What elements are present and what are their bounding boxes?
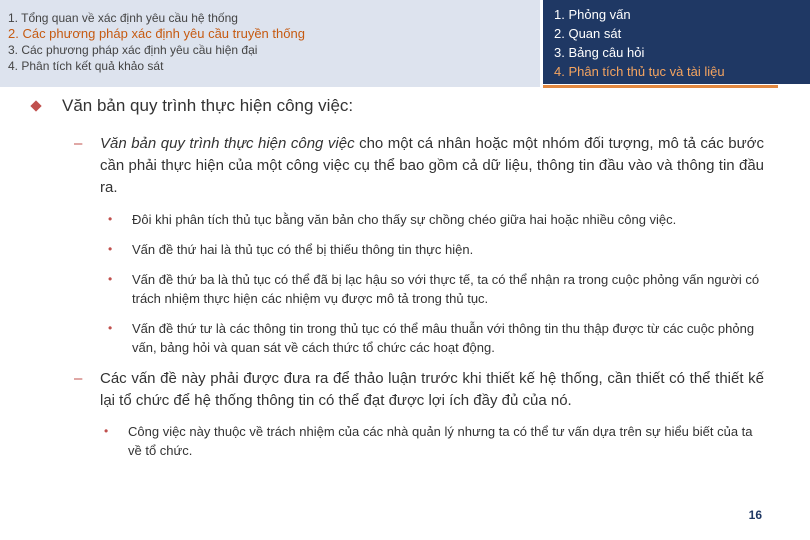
method-item-1[interactable]: 1. Phỏng vấn <box>554 7 631 22</box>
header-methods-panel <box>543 0 810 84</box>
diamond-bullet-icon <box>30 100 41 111</box>
dot-bullet: • <box>108 321 113 335</box>
dot-bullet: • <box>108 212 113 226</box>
sub-item-text: Vấn đề thứ hai là thủ tục có thể bị thiếu thông tin thực hiện. <box>132 242 474 257</box>
list-item-1-text <box>100 133 764 199</box>
sub-item <box>104 422 764 460</box>
toc-item-1[interactable]: 1. Tổng quan về xác định yêu cầu hệ thống <box>8 11 238 25</box>
method-item-3[interactable]: 3. Bảng câu hỏi <box>554 45 645 60</box>
sub-item <box>108 270 763 308</box>
main-heading: Văn bản quy trình thực hiện công việc: <box>62 96 354 115</box>
main-heading-row <box>30 96 353 116</box>
toc-item-2-active[interactable]: 2. Các phương pháp xác định yêu cầu truyền thống <box>8 26 305 41</box>
sub-item <box>108 240 763 259</box>
header-toc-panel <box>0 0 540 87</box>
method-item-2[interactable]: 2. Quan sát <box>554 26 622 41</box>
dot-bullet: • <box>104 424 109 438</box>
sub-item-text: Vấn đề thứ tư là các thông tin trong thủ tục có thể mâu thuẫn với thông tin thu thập được từ các cuộc phỏng vấn, bảng hỏi và quan sát về cách thức tổ chức các hoạt động. <box>132 321 755 355</box>
list-item-2 <box>74 368 764 412</box>
dash-bullet: – <box>74 370 83 387</box>
dash-bullet: – <box>74 135 83 152</box>
dot-bullet: • <box>108 242 113 256</box>
method-item-4-active[interactable]: 4. Phân tích thủ tục và tài liệu <box>554 64 725 79</box>
list-item-1-body: cho một cá nhân hoặc một nhóm đối tượng, mô tả các bước cần phải thực hiện của một công việc cụ thể bao gồm cả dữ liệu, thông tin đầu vào và thông tin đầu ra. <box>100 135 764 196</box>
sub-item-text: Đôi khi phân tích thủ tục bằng văn bản cho thấy sự chồng chéo giữa hai hoặc nhiều công việc. <box>132 212 677 227</box>
sub-item-text: Vấn đề thứ ba là thủ tục có thể đã bị lạc hậu so với thực tế, ta có thể nhận ra trong cuộc phỏng vấn người có trách nhiệm thực hiện các nhiệm vụ được mô tả trong thủ tục. <box>132 272 760 306</box>
list-item-1 <box>74 133 764 199</box>
list-item-1-italic: Văn bản quy trình thực hiện công việc <box>100 135 355 152</box>
sub-item-text: Công việc này thuộc về trách nhiệm của các nhà quản lý nhưng ta có thể tư vấn dựa trên sự hiểu biết của ta về tổ chức. <box>128 424 753 458</box>
sub-item <box>108 319 763 357</box>
methods-list <box>554 5 725 81</box>
dot-bullet: • <box>108 272 113 286</box>
sub-item <box>108 210 763 229</box>
page-number: 16 <box>748 508 762 522</box>
toc-item-3[interactable]: 3. Các phương pháp xác định yêu cầu hiện đại <box>8 43 258 57</box>
toc-list <box>8 10 305 74</box>
list-item-2-text: Các vấn đề này phải được đưa ra để thảo luận trước khi thiết kế hệ thống, cần thiết có thể thiết kế lại tổ chức để hệ thống thông tin có thể đạt được lợi ích đầy đủ của nó. <box>100 370 764 409</box>
toc-item-4[interactable]: 4. Phân tích kết quả khảo sát <box>8 59 164 73</box>
header-accent-rule <box>543 85 778 88</box>
